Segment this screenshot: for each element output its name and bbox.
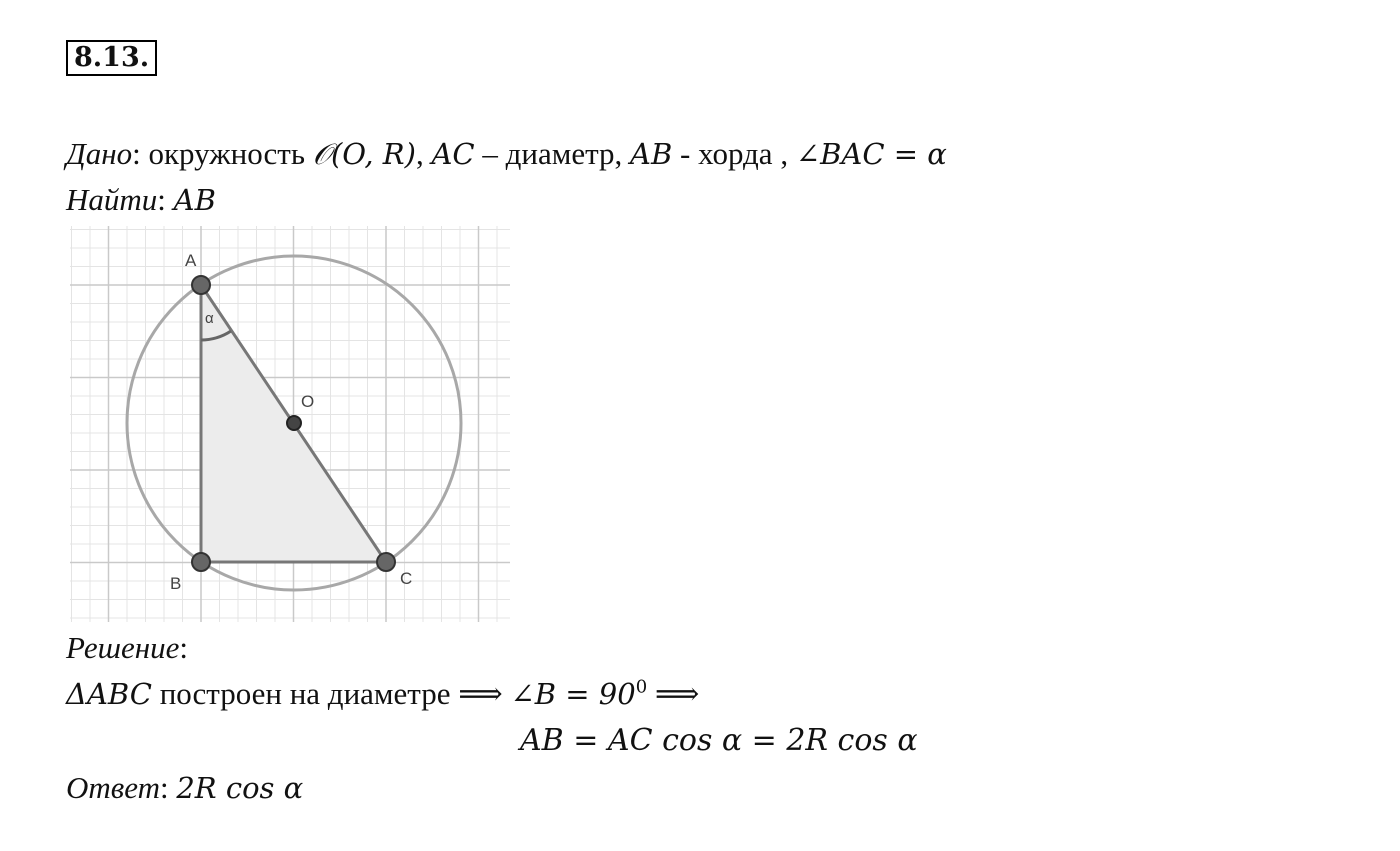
label-alpha: α: [205, 310, 214, 327]
solution-angle-b: ∠B = 90: [510, 677, 636, 711]
solution-triangle: ΔABC: [66, 677, 152, 711]
given-word-circle: окружность: [140, 136, 313, 171]
answer-label: Ответ: [66, 770, 160, 805]
point-b[interactable]: [192, 553, 210, 571]
solution-implies: ⟹: [647, 676, 700, 711]
given-sep: ,: [415, 136, 432, 171]
answer-colon: :: [159, 770, 177, 805]
given-colon: :: [132, 136, 141, 171]
given-angle: ∠BAC = α: [795, 137, 947, 171]
label-c: C: [400, 569, 413, 588]
solution-formula: AB = AC cos α = 2R cos α: [520, 723, 918, 758]
given-line: [66, 138, 947, 169]
given-circle: 𝒪(O, R): [312, 137, 416, 171]
solution-degree: 0: [635, 676, 648, 698]
solution-text: построен на диаметре ⟹: [151, 676, 511, 711]
given-diameter-seg: AC: [431, 137, 475, 171]
solution-label: Решение: [66, 630, 180, 665]
point-a[interactable]: [192, 276, 210, 294]
given-chord-text: - хорда ,: [672, 136, 796, 171]
problem-number: 8.13.: [66, 40, 157, 76]
solution-heading: [66, 632, 188, 663]
solution-line: [66, 678, 699, 709]
find-line: [66, 184, 216, 215]
label-o: O: [301, 392, 315, 411]
label-a: A: [185, 251, 197, 270]
find-label: Найти: [66, 182, 158, 217]
given-diameter-text: – диаметр,: [474, 136, 631, 171]
solution-colon: :: [179, 630, 188, 665]
find-colon: :: [157, 182, 174, 217]
answer-value: 2R cos α: [176, 771, 304, 805]
geometry-figure: [70, 226, 510, 622]
point-o[interactable]: [287, 416, 301, 430]
given-label: Дано: [66, 136, 133, 171]
given-chord-seg: AB: [630, 137, 673, 171]
answer-line: [66, 772, 303, 803]
find-value: AB: [173, 183, 216, 217]
point-c[interactable]: [377, 553, 395, 571]
label-b: B: [170, 574, 182, 593]
